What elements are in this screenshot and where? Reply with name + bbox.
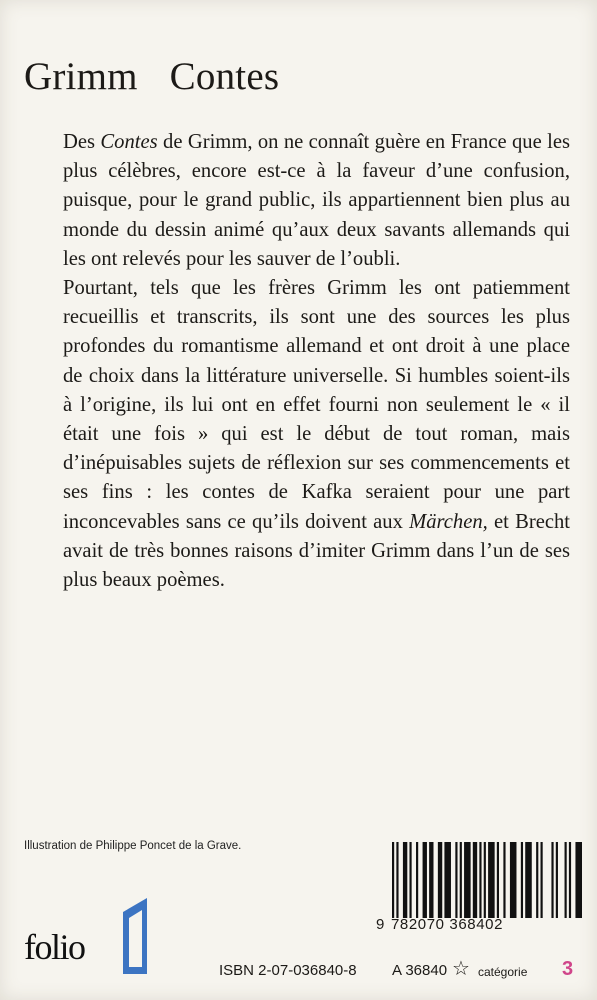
barcode-bar bbox=[525, 842, 532, 918]
barcode-bar bbox=[488, 842, 495, 918]
p2-run-2: et Brecht avait de très bonnes raisons d’imiter Grimm dans l’un de ses plus beaux poèmes. bbox=[63, 510, 570, 592]
barcode-bar bbox=[444, 842, 451, 918]
barcode-bar bbox=[429, 842, 433, 918]
title-text: Contes bbox=[169, 55, 280, 98]
barcode-digits: 782070 368402 bbox=[390, 916, 504, 933]
p1-run-1: Contes bbox=[100, 131, 158, 153]
barcode-bar bbox=[484, 842, 486, 918]
barcode-bar bbox=[551, 842, 553, 918]
folio-wordmark: folio bbox=[24, 927, 85, 967]
author-name: Grimm bbox=[24, 55, 138, 98]
book-title bbox=[24, 54, 279, 99]
back-cover-blurb bbox=[63, 128, 570, 595]
barcode-bar bbox=[460, 842, 462, 918]
barcode-bar bbox=[438, 842, 442, 918]
category-number: 3 bbox=[562, 958, 574, 980]
folio-logo bbox=[24, 896, 154, 976]
p1-run-0: Des bbox=[63, 131, 101, 153]
barcode-bar bbox=[565, 842, 567, 918]
barcode-bar bbox=[556, 842, 558, 918]
illustration-credit: Illustration de Philippe Poncet de la Grave. bbox=[24, 840, 242, 852]
barcode-number bbox=[376, 916, 586, 933]
barcode-bar bbox=[536, 842, 538, 918]
barcode-bar bbox=[392, 842, 394, 918]
barcode-bar bbox=[521, 842, 523, 918]
barcode-bar bbox=[541, 842, 543, 918]
p2-run-0: Pourtant, tels que les frères Grimm les ont patiemment recueillis et transcrits, ils sont une des sources les plus profondes du romantisme allemand et ont droit à une place de choix dans la littérature universelle. Si humbles soient-ils à l’origine, ils lui ont en effet fourni non seulement le « il était une fois » qui est le début de tout roman, mais d’inépuisables sujets de réflexion sur ses commencements et ses fins : les contes de Kafka seraient pour une part inconcevables sans ce qu’ils doivent aux bbox=[63, 277, 570, 533]
blurb-paragraph-2 bbox=[63, 274, 570, 595]
blurb-paragraph-1 bbox=[63, 128, 570, 274]
catalog-reference: A 36840 bbox=[392, 962, 448, 979]
barcode-bar bbox=[416, 842, 418, 918]
barcode bbox=[392, 842, 582, 918]
barcode-bar bbox=[569, 842, 571, 918]
folio-bracket-icon bbox=[115, 896, 153, 976]
p1-run-2: de Grimm, on ne connaît guère en France que les plus célèbres, encore est-ce à la faveur d’une confusion, puisque, pour le grand public, ils appartiennent bien plus au monde du dessin animé qu’aux deux savants allemands qui les ont relevés pour les sauver de l’oubli. bbox=[63, 131, 570, 270]
barcode-bar bbox=[575, 842, 582, 918]
category-label: catégorie bbox=[478, 965, 528, 979]
barcode-bar bbox=[409, 842, 411, 918]
price-pictogram-icon: ☆ bbox=[452, 958, 470, 980]
barcode-bar bbox=[510, 842, 517, 918]
isbn-code: ISBN 2-07-036840-8 bbox=[219, 962, 357, 979]
barcode-bar bbox=[473, 842, 477, 918]
barcode-bar bbox=[396, 842, 398, 918]
barcode-bar bbox=[455, 842, 457, 918]
barcode-bar bbox=[479, 842, 481, 918]
barcode-bar bbox=[497, 842, 499, 918]
p2-run-1: Märchen, bbox=[409, 510, 488, 533]
barcode-bar bbox=[503, 842, 505, 918]
barcode-bar bbox=[403, 842, 407, 918]
barcode-bar bbox=[423, 842, 427, 918]
barcode-bar bbox=[464, 842, 471, 918]
barcode-lead-digit: 9 bbox=[376, 916, 385, 933]
